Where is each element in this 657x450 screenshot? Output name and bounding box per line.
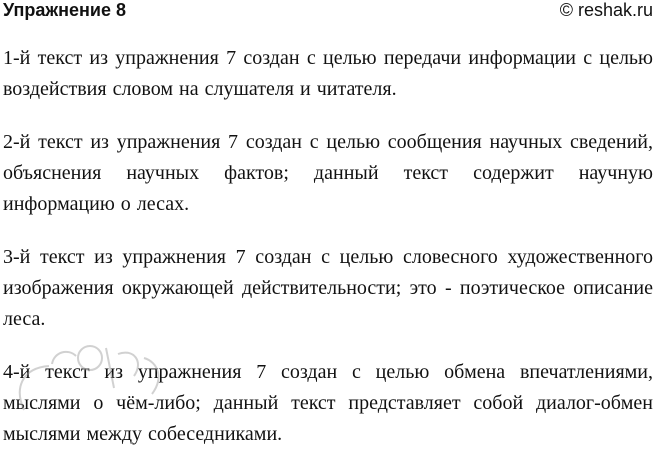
paragraph-3: 3-й текст из упражнения 7 создан с целью словесного художественного изображения окружающей действительности; это - поэтическое описание леса. xyxy=(3,246,653,330)
page-header xyxy=(3,0,653,22)
paragraph-4: 4-й текст из упражнения 7 создан с целью обмена впечатлениями, мыслями о чём-либо; данный текст представляет собой диалог-обмен мыслями между собеседниками. xyxy=(3,361,653,445)
paragraph-1: 1-й текст из упражнения 7 создан с целью передачи информации с целью воздействия словом на слушателя и читателя. xyxy=(3,47,653,100)
paragraph-2: 2-й текст из упражнения 7 создан с целью сообщения научных сведений, объяснения научных фактов; данный текст содержит научную информацию о лесах. xyxy=(3,131,653,215)
exercise-title: Упражнение 8 xyxy=(3,0,126,20)
source-credit: © reshak.ru xyxy=(559,0,653,20)
